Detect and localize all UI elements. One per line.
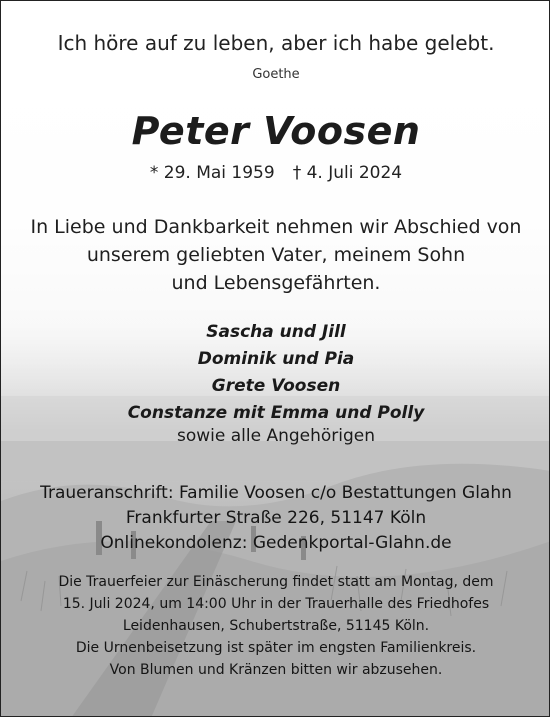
birth-date: * 29. Mai 1959 — [149, 163, 275, 183]
ceremony-line: Von Blumen und Kränzen bitten wir abzusehen. — [109, 662, 443, 678]
quote-author: Goethe — [252, 67, 300, 82]
farewell-text — [1, 213, 550, 297]
ceremony-line: Die Trauerfeier zur Einäscherung findet statt am Montag, dem — [58, 574, 494, 590]
address-line: Traueranschrift: Familie Voosen c/o Bestattungen Glahn — [40, 483, 512, 503]
death-date: † 4. Juli 2024 — [292, 163, 403, 183]
mourning-address — [1, 481, 550, 556]
deceased-name: Peter Voosen — [131, 109, 421, 153]
life-dates — [1, 163, 550, 183]
address-line: Onlinekondolenz: Gedenkportal-Glahn.de — [100, 533, 452, 553]
farewell-line: In Liebe und Dankbarkeit nehmen wir Abschied von — [30, 216, 522, 238]
mourner-name: Grete Voosen — [211, 376, 341, 396]
farewell-line: unserem geliebten Vater, meinem Sohn — [86, 244, 466, 266]
mourner-name: Sascha und Jill — [206, 322, 346, 342]
relatives-text: sowie alle Angehörigen — [176, 426, 376, 446]
address-line: Frankfurter Straße 226, 51147 Köln — [125, 508, 427, 528]
ceremony-line: Leidenhausen, Schubertstraße, 51145 Köln. — [122, 618, 430, 634]
quote-text: Ich höre auf zu leben, aber ich habe gelebt. — [57, 31, 495, 55]
farewell-line: und Lebensgefährten. — [171, 272, 381, 294]
mourner-name: Dominik und Pia — [197, 349, 355, 369]
mourners-list — [1, 319, 550, 427]
ceremony-line: Die Urnenbeisetzung ist später im engsten Familienkreis. — [75, 640, 477, 656]
ceremony-line: 15. Juli 2024, um 14:00 Uhr in der Trauerhalle des Friedhofes — [62, 596, 490, 612]
ceremony-details — [1, 571, 550, 681]
mourner-name: Constanze mit Emma und Polly — [127, 403, 425, 423]
